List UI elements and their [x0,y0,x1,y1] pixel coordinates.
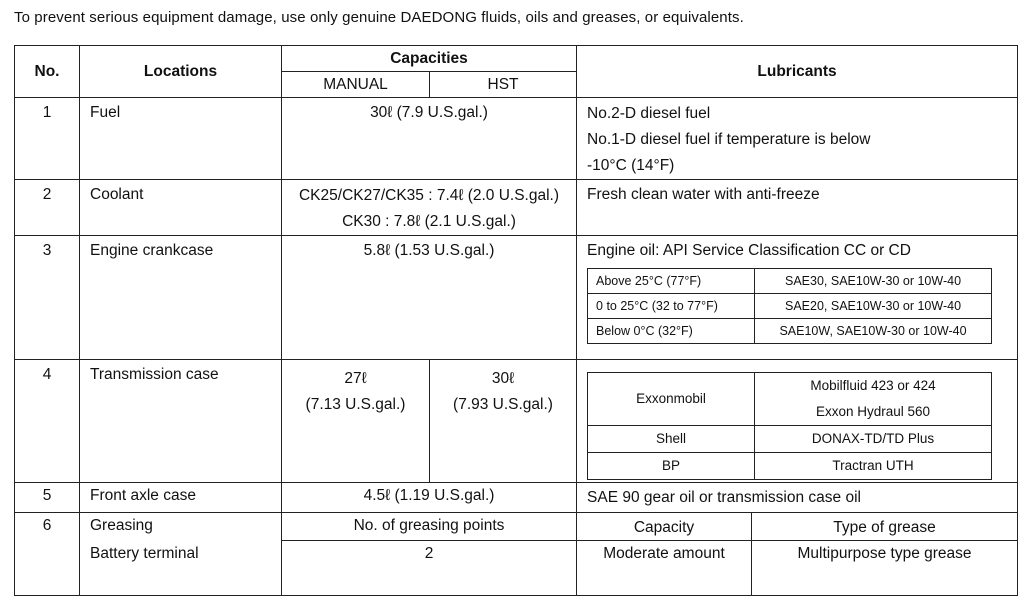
oil-grade: SAE20, SAE10W-30 or 10W-40 [755,294,992,319]
row-location: Greasing [80,513,282,541]
row-location: Engine crankcase [80,236,282,360]
oil-temp: 0 to 25°C (32 to 77°F) [588,294,755,319]
greasing-type-header: Type of grease [752,513,1018,541]
fluid-row [588,373,992,400]
fluid-row [588,426,992,453]
fluid-brand: Shell [588,426,755,453]
oil-temp: Below 0°C (32°F) [588,319,755,344]
hst-capacity-line: 30ℓ [491,370,515,387]
greasing-points: 2 [282,541,577,596]
fluid-product: DONAX-TD/TD Plus [755,426,992,453]
greasing-type: Multipurpose type grease [752,541,1018,596]
row-location: Coolant [80,180,282,236]
fluid-brand: BP [588,453,755,480]
table-row [15,483,1018,513]
row-lubricant: Engine oil: API Service Classification CC or CD [587,242,911,259]
greasing-amount: Moderate amount [577,541,752,596]
row-sub-location: Battery terminal [80,541,282,596]
oil-grade: SAE10W, SAE10W-30 or 10W-40 [755,319,992,344]
row-no: 4 [15,360,80,483]
capacity-line: CK25/CK27/CK35 : 7.4ℓ (2.0 U.S.gal.) [298,187,560,204]
row-no: 3 [15,236,80,360]
oil-row [588,269,992,294]
header-locations: Locations [80,46,282,98]
table-row [15,513,1018,541]
manual-capacity-line: (7.13 U.S.gal.) [305,396,406,413]
oil-row [588,319,992,344]
header-hst: HST [430,72,577,98]
manual-capacity-line: 27ℓ [344,370,367,387]
lubricant-line: -10°C (14°F) [587,157,675,174]
row-capacity: 5.8ℓ (1.53 U.S.gal.) [282,236,577,360]
hst-capacity-line: (7.93 U.S.gal.) [453,396,553,413]
oil-temp: Above 25°C (77°F) [588,269,755,294]
row-no: 5 [15,483,80,513]
row-location: Transmission case [80,360,282,483]
transmission-fluid-table [587,372,992,480]
header-capacities: Capacities [282,46,577,72]
oil-grade: SAE30, SAE10W-30 or 10W-40 [755,269,992,294]
fluid-product: Tractran UTH [755,453,992,480]
greasing-points-header: No. of greasing points [282,513,577,541]
capacity-line: CK30 : 7.8ℓ (2.1 U.S.gal.) [342,213,516,230]
greasing-capacity-header: Capacity [577,513,752,541]
lubricant-line: No.1-D diesel fuel if temperature is below [587,131,871,148]
oil-viscosity-table [587,268,992,344]
row-location: Fuel [80,98,282,180]
row-capacity: 30ℓ (7.9 U.S.gal.) [282,98,577,180]
header-lubricants: Lubricants [577,46,1018,98]
header-no: No. [15,46,80,98]
lubricants-table [14,45,1018,596]
row-no: 6 [15,513,80,596]
row-capacity: 4.5ℓ (1.19 U.S.gal.) [282,483,577,513]
table-row [15,360,1018,483]
row-no: 2 [15,180,80,236]
row-lubricant: SAE 90 gear oil or transmission case oil [577,483,1018,513]
header-manual: MANUAL [282,72,430,98]
lubricant-line: No.2-D diesel fuel [587,105,711,122]
table-row [15,98,1018,180]
row-no: 1 [15,98,80,180]
fluid-brand: Exxonmobil [588,373,755,426]
row-lubricant: Fresh clean water with anti-freeze [577,180,1018,236]
fluid-product: Mobilfluid 423 or 424 [755,373,992,400]
table-row [15,180,1018,236]
oil-row [588,294,992,319]
table-row [15,236,1018,360]
fluid-product: Exxon Hydraul 560 [755,399,992,426]
row-location: Front axle case [80,483,282,513]
table-row [15,541,1018,596]
fluid-row [588,453,992,480]
intro-text: To prevent serious equipment damage, use only genuine DAEDONG fluids, oils and greases, or equivalents. [14,9,744,26]
